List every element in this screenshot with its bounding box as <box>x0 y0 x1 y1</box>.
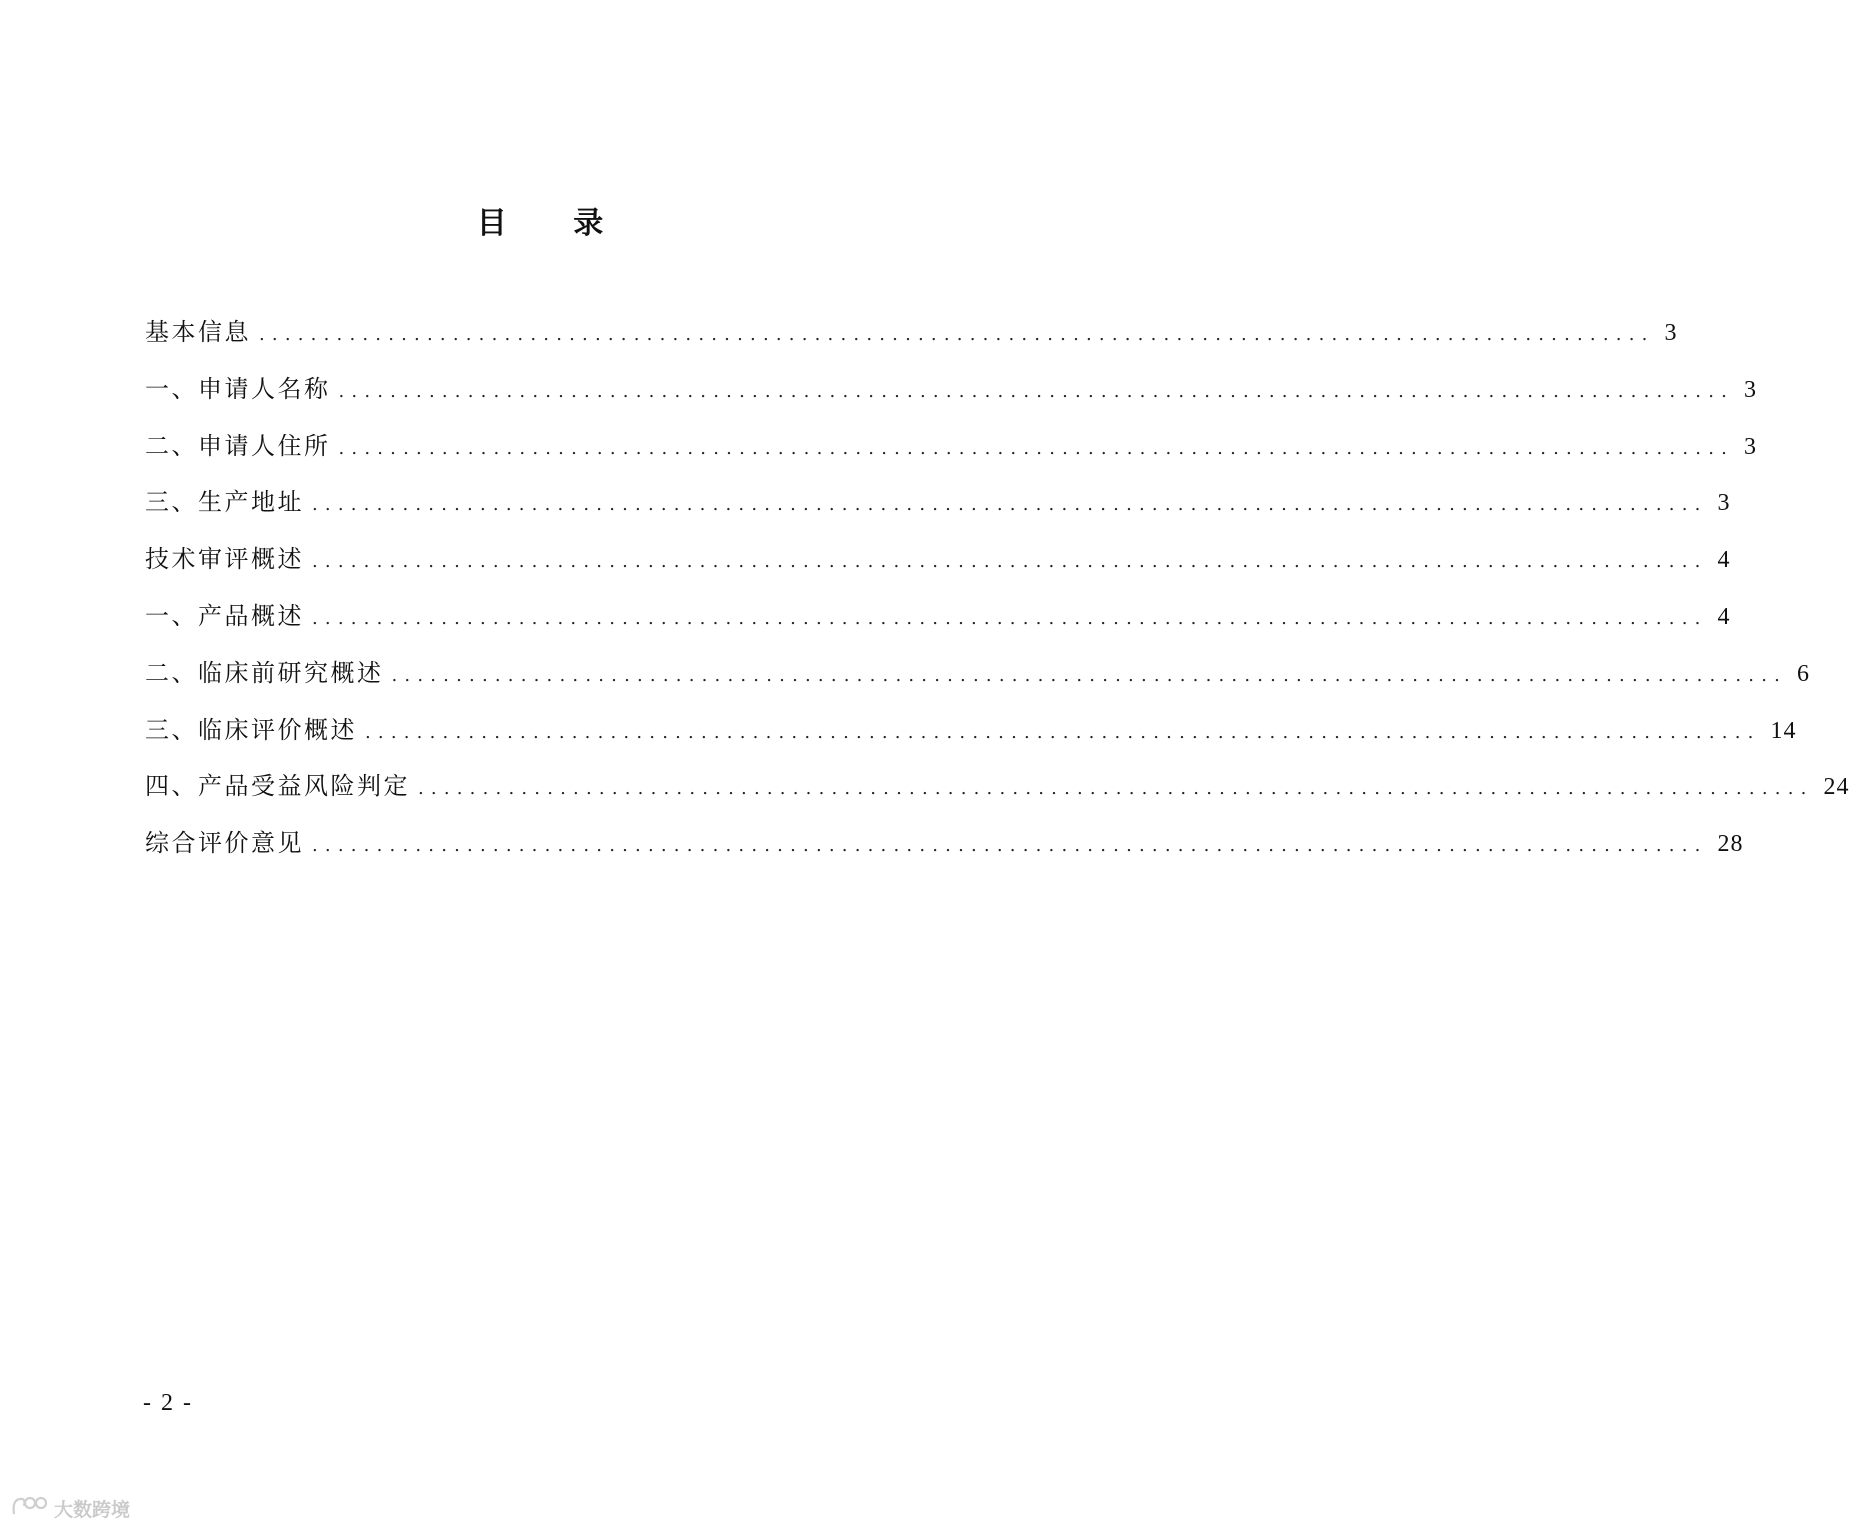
toc-dot-leader: ............................................................................................................ <box>312 494 1708 516</box>
watermark <box>10 1494 130 1523</box>
toc-dot-leader: ............................................................................................................ <box>312 551 1708 573</box>
toc-entry-page: 6 <box>1797 660 1811 687</box>
toc-dot-leader: ............................................................................................................ <box>338 380 1735 402</box>
toc-dot-leader: ............................................................................................................ <box>312 607 1708 629</box>
toc-entry[interactable] <box>145 539 1731 596</box>
toc-dot-leader: ............................................................................................................ <box>365 721 1761 743</box>
toc-entry[interactable] <box>145 369 1758 426</box>
toc-entry-label: 技术审评概述 <box>145 545 304 574</box>
toc-entry-page: 4 <box>1717 603 1731 630</box>
toc-entry-label: 四、产品受益风险判定 <box>145 772 410 801</box>
page-number: - 2 - <box>143 1390 193 1416</box>
toc-entry[interactable] <box>145 312 1678 369</box>
toc-entry-page: 28 <box>1717 831 1744 858</box>
toc-entry[interactable] <box>145 710 1797 767</box>
toc-entry[interactable] <box>145 426 1758 483</box>
toc-entry-page: 3 <box>1744 433 1758 460</box>
toc-entry-label: 二、申请人住所 <box>145 431 331 460</box>
toc-dot-leader: ............................................................................................................ <box>338 437 1735 459</box>
toc-title: 目 录 <box>476 206 632 241</box>
toc-entry-page: 24 <box>1823 774 1850 801</box>
toc-entry[interactable] <box>145 482 1731 539</box>
toc-entry[interactable] <box>145 596 1731 653</box>
toc-entry-label: 一、申请人名称 <box>145 374 331 403</box>
toc-entry[interactable] <box>145 653 1811 710</box>
toc-dot-leader: ............................................................................................................ <box>391 664 1788 686</box>
watermark-logo-icon <box>10 1494 54 1523</box>
toc-entry-page: 3 <box>1664 320 1678 346</box>
toc-list <box>145 312 1850 880</box>
toc-dot-leader: ............................................................................................................ <box>312 835 1708 857</box>
toc-dot-leader: ............................................................................................................ <box>418 778 1814 800</box>
toc-entry-label: 综合评价意见 <box>145 829 304 858</box>
toc-entry-label: 基本信息 <box>145 318 251 346</box>
toc-entry-page: 4 <box>1717 547 1731 574</box>
toc-entry-page: 3 <box>1717 490 1731 517</box>
toc-entry-page: 3 <box>1744 376 1758 403</box>
toc-entry[interactable] <box>145 823 1744 880</box>
toc-entry-label: 二、临床前研究概述 <box>145 658 384 687</box>
toc-dot-leader: ............................................................................................................ <box>259 324 1655 345</box>
toc-entry-label: 三、生产地址 <box>145 488 304 517</box>
toc-entry-label: 三、临床评价概述 <box>145 715 357 744</box>
toc-entry-label: 一、产品概述 <box>145 601 304 630</box>
watermark-text: 大数跨境 <box>54 1499 131 1521</box>
toc-entry-page: 14 <box>1770 717 1797 744</box>
toc-entry[interactable] <box>145 766 1850 823</box>
